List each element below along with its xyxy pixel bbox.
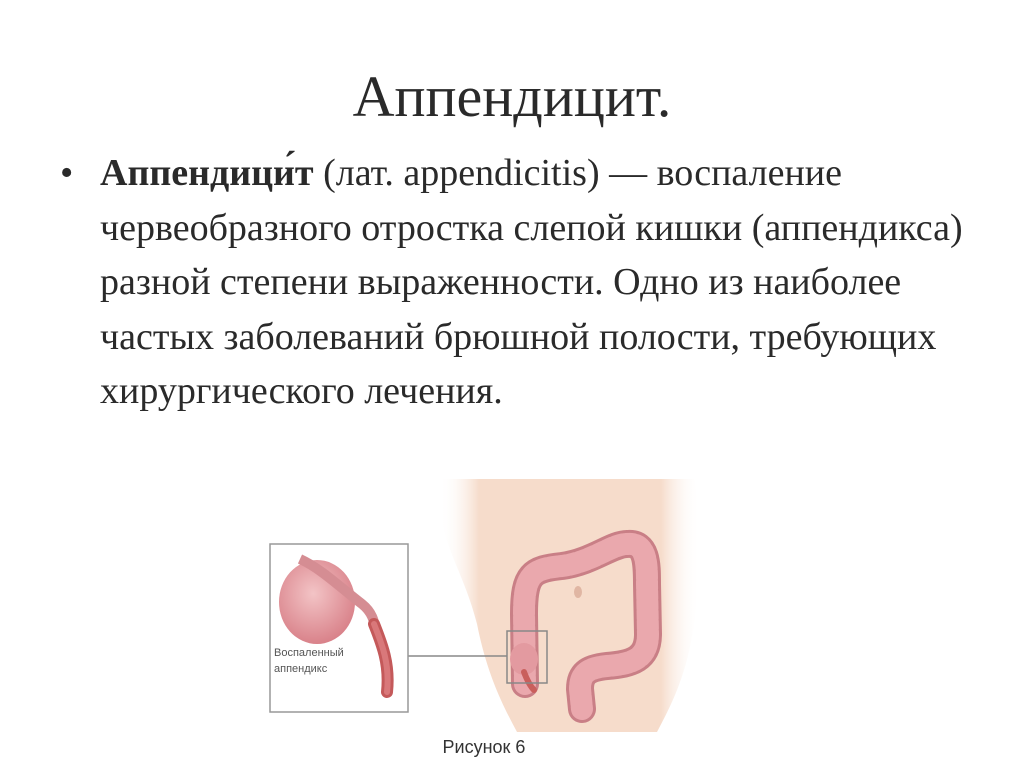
bullet-term: Аппендици́т <box>100 152 314 194</box>
slide-title: Аппендицит. <box>352 64 672 129</box>
navel <box>574 586 582 598</box>
figure-caption: Рисунок 6 <box>442 737 526 757</box>
inset-label-line1: Воспаленный <box>274 647 344 659</box>
bullet-marker: • <box>60 152 74 194</box>
bullet-definition: (лат. appendicitis) — воспаление червеобразного отростка слепой кишки (аппендикса) разной степени выраженности. Одно из наиболее частых заболеваний брюшной полости, требующих хирургического лечения. <box>100 152 963 412</box>
inset-label-line2: аппендикс <box>274 663 328 675</box>
bullet-text <box>100 146 980 419</box>
appendix-illustration <box>262 474 702 734</box>
bullet-paragraph <box>60 146 980 419</box>
